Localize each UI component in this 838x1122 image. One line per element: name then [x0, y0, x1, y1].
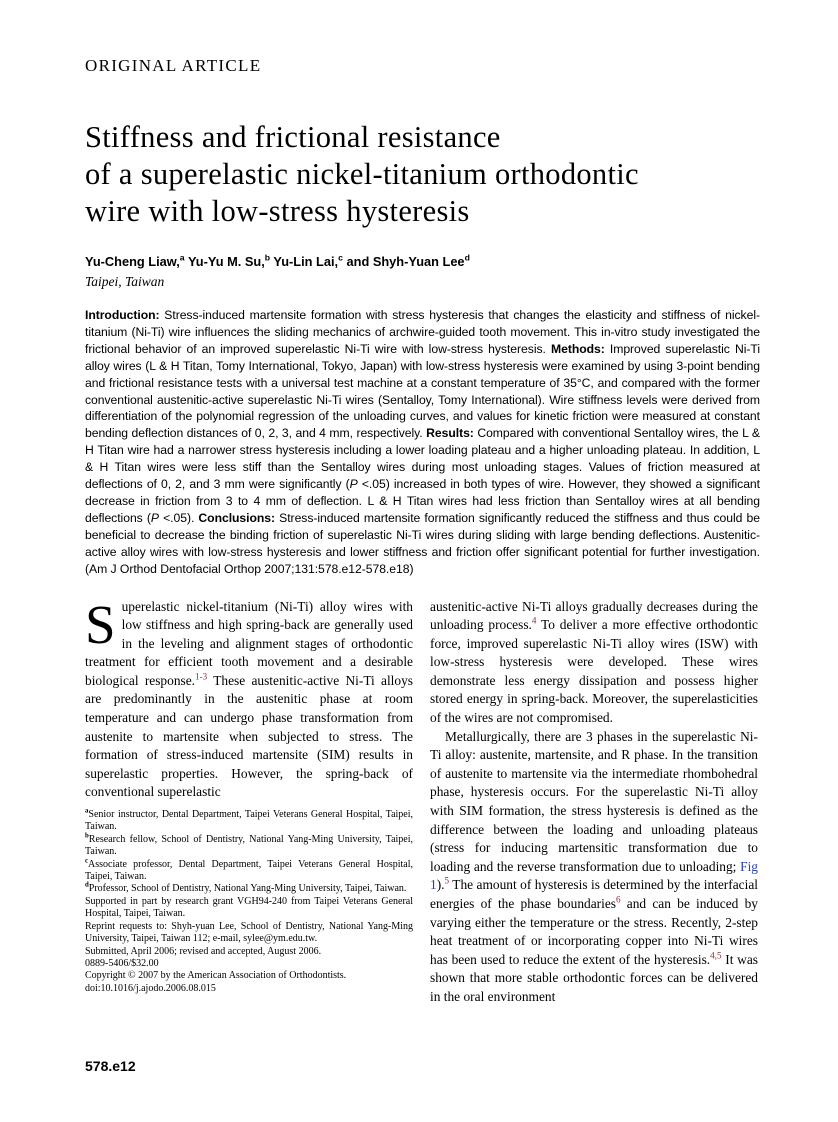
text-segment: ).	[436, 877, 445, 893]
intro-paragraph-text	[85, 593, 413, 800]
text-segment: These austenitic-active Ni-Ti alloys are predominantly in the austenitic phase at room temperature and can undergo phase transformation from austenite to martensite when subjected to stress. The formation of stress-induced martensite (SIM) results in superelastic properties. However, the spring-back of conventional superelastic	[85, 672, 413, 800]
text-segment: c	[85, 857, 89, 865]
text-segment: doi:10.1016/j.ajodo.2006.08.015	[85, 982, 216, 994]
reference-link-1-3[interactable]: 1-3	[195, 671, 208, 682]
text-segment: Metallurgically, there are 3 phases in the superelastic Ni-Ti alloy: austenite, martensite, and R phase. In the transition of austenite to martensite via the intermediate rhombohedral phase, hysteresis occurs. For the superelastic Ni-Ti alloy with SIM formation, the stress hysteresis is defined as the difference between the loading and unloading plateaus (stress for inducing martensitic transformation due to loading and the reverse transformation due to unloading;	[430, 728, 758, 874]
footnote-issn-price	[85, 958, 413, 970]
text-segment: uperelastic nickel-titanium (Ni-Ti) alloy wires with low stiffness and high spring-back are generally used in the leveling and alignment stages of orthodontic treatment for efficient tooth movement and a desirable biological response.	[85, 598, 413, 688]
text-segment: b	[85, 832, 89, 840]
text-segment: The amount of hysteresis is determined by the interfacial energies of the phase boundaries	[430, 877, 758, 911]
footnote-affiliation-b	[85, 834, 413, 859]
article-title	[85, 119, 760, 230]
footnote-affiliation-a	[85, 809, 413, 834]
text-segment: Submitted, April 2006; revised and accepted, August 2006.	[85, 945, 322, 957]
text-segment: a	[85, 807, 89, 815]
body-paragraph-2	[430, 728, 758, 1007]
text-segment: d	[85, 882, 89, 890]
text-segment: Compared with conventional Sentalloy wires, the L & H Titan wire had a narrower stress hysteresis including a lower loading plateau and a higher unloading plateau. In addition, L & H Titan wires were less stiff than the Sentalloy wires during most unloading stages. Values of friction measured at deflections of 0, 2, and 3 mm were significantly (	[85, 426, 760, 492]
text-segment: It was shown that more stable orthodontic forces can be delivered in the oral environment	[430, 951, 758, 1004]
text-segment: Research fellow, School of Dentistry, National Yang-Ming University, Taipei, Taiwan.	[85, 833, 413, 858]
text-segment: Stress-induced martensite formation with stress hysteresis that changes the elasticity and stiffness of nickel-titanium (Ni-Ti) wire influences the sliding mechanics of archwire-guided tooth movement. This in-vitro study investigated the frictional behavior of an improved superelastic Ni-Ti wire with low-stress hysteresis.	[85, 308, 760, 356]
left-column	[85, 593, 413, 1007]
text-segment: 0889-5406/$32.00	[85, 957, 159, 969]
footnote-reprint-requests	[85, 921, 413, 946]
reference-link-6[interactable]: 6	[616, 894, 621, 905]
reference-link-4-5[interactable]: 4,5	[710, 950, 722, 961]
text-segment: <.05) increased in both types of wire. However, they showed a significant decrease in friction from 3 to 4 mm of deflection. L & H Titan wires had less friction than Sentalloy wires at all bending deflections (	[85, 477, 760, 525]
author-line	[85, 254, 760, 269]
footnotes-block	[85, 809, 413, 995]
article-title-line-2: of a superelastic nickel-titanium orthodontic	[85, 157, 639, 191]
text-segment: <.05).	[158, 510, 199, 525]
text-segment: Associate professor, Dental Department, Taipei Veterans General Hospital, Taipei, Taiwan.	[85, 858, 413, 883]
footnote-funding	[85, 896, 413, 921]
author-affiliation-mark-c: c	[338, 252, 343, 263]
text-segment: austenitic-active Ni-Ti alloys gradually decreases during the unloading process.	[430, 598, 758, 633]
body-paragraph-1	[430, 598, 758, 728]
footnote-copyright	[85, 970, 413, 982]
text-segment: P	[349, 477, 358, 492]
text-segment: and can be induced by varying either the temperature or the stress. Recently, 2-step heat treatment of or incorporating copper into Ni-Ti wires has been used to reduce the extent of the hysteresis.	[430, 896, 758, 967]
author-affiliation-mark-b: b	[264, 252, 271, 263]
text-segment: Yu-Yu M. Su,	[184, 254, 265, 269]
text-segment: Yu-Cheng Liaw,	[85, 254, 180, 269]
text-segment: Reprint requests to: Shyh-yuan Lee, School of Dentistry, National Yang-Ming University, Taipei, Taiwan 112; e-mail, sylee@ym.edu.tw.	[85, 920, 413, 945]
author-affiliation-mark-d: d	[464, 252, 470, 263]
intro-paragraph	[85, 593, 413, 803]
text-segment: and Shyh-Yuan Lee	[342, 254, 465, 269]
text-segment: Senior instructor, Dental Department, Taipei Veterans General Hospital, Taipei, Taiwan.	[85, 809, 413, 833]
body-columns	[85, 593, 760, 1007]
text-segment: P	[150, 510, 159, 525]
drop-cap: S	[85, 593, 116, 655]
right-column	[430, 598, 758, 1007]
figure-1-link[interactable]: Fig 1	[430, 858, 758, 893]
article-title-line-1: Stiffness and frictional resistance	[85, 120, 501, 154]
footnote-doi	[85, 983, 413, 995]
article-type-label: ORIGINAL ARTICLE	[85, 56, 262, 75]
footnote-affiliation-d	[85, 883, 413, 895]
reference-link-4[interactable]: 4	[531, 615, 537, 626]
abstract-label-conclusions: Conclusions:	[198, 510, 280, 525]
text-segment: Stress-induced martensite formation significantly reduced the stiffness and thus could be beneficial to decrease the binding friction of superelastic Ni-Ti wires during sliding with large bending deflections. Austenitic-active alloy wires with low-stress hysteresis and lower stiffness and friction offer significant potential for further investigation. (Am J Orthod Dentofacial Orthop 2007;131:578.e12-578.e18)	[85, 510, 760, 576]
text-segment: To deliver a more effective orthodontic force, improved superelastic Ni-Ti alloy wires (ISW) with low-stress hysteresis were developed. These wires demonstrate less energy dissipation and possess higher stored energy in spring-back. Moreover, the superelasticities of the wires are not compromised.	[430, 617, 758, 726]
footnote-affiliation-c	[85, 859, 413, 884]
page-number: 578.e12	[85, 1058, 136, 1074]
abstract-label-methods: Methods:	[550, 341, 610, 356]
footnote-submission-dates	[85, 946, 413, 958]
text-segment: Professor, School of Dentistry, National Yang-Ming University, Taipei, Taiwan.	[88, 883, 407, 895]
text-segment: Copyright © 2007 by the American Association of Orthodontists.	[85, 970, 347, 982]
reference-link-5[interactable]: 5	[444, 875, 450, 886]
author-location: Taipei, Taiwan	[85, 274, 165, 289]
text-segment: Supported in part by research grant VGH94-240 from Taipei Veterans General Hospital, Taipei, Taiwan.	[85, 895, 413, 920]
abstract	[85, 307, 760, 578]
author-affiliation-mark-a: a	[179, 252, 185, 263]
abstract-label-introduction: Introduction:	[85, 308, 165, 322]
text-segment: Improved superelastic Ni-Ti alloy wires (L & H Titan, Tomy International, Tokyo, Japan) with low-stress hysteresis were examined by using 3-point bending and frictional resistance tests with a universal test machine at a constant temperature of 35°C, and compared with the former conventional austenitic-active superelastic Ni-Ti wires (Sentalloy, Tomy International). Wire stiffness levels were derived from differentiation of the polynomial regression of the unloading curves, and values for kinetic friction were measured at constant bending deflection distances of 0, 2, 3, and 4 mm, respectively.	[85, 341, 760, 441]
text-segment: Yu-Lin Lai,	[270, 254, 339, 269]
article-title-line-3: wire with low-stress hysteresis	[85, 194, 470, 228]
abstract-label-results: Results:	[426, 426, 478, 441]
